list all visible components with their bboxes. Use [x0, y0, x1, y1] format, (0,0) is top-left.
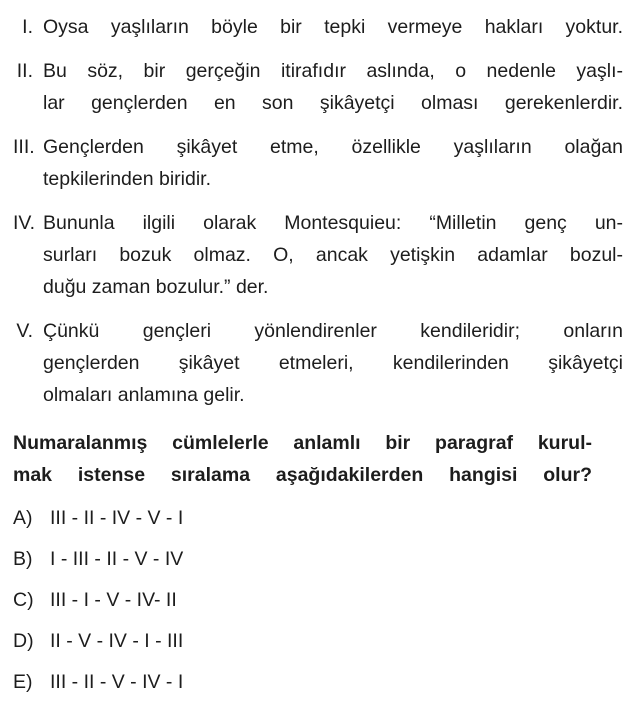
- item-text-line: tepkilerinden biridir.: [43, 168, 212, 190]
- answer-options-list: [13, 503, 629, 698]
- item-roman-numeral: I.: [22, 16, 33, 38]
- numbered-sentence-item-5: [13, 315, 623, 411]
- item-text-line: lar gençlerden en son şikâyetçi olması gerekenlerdir.: [43, 92, 623, 114]
- numbered-sentence-item-3: [13, 131, 623, 195]
- item-text-line: Çünkü gençleri yönlendirenler kendileridir; onların: [43, 320, 623, 342]
- item-text-line: gençlerden şikâyet etmeleri, kendilerinden şikâyetçi: [43, 352, 623, 374]
- item-text-line: duğu zaman bozulur.” der.: [43, 276, 269, 298]
- item-text-line: Gençlerden şikâyet etme, özellikle yaşlıların olağan: [43, 136, 623, 158]
- numbered-sentences-list: [13, 11, 623, 411]
- option-letter: B): [13, 548, 33, 570]
- answer-option-c[interactable]: [13, 585, 629, 616]
- option-letter: C): [13, 589, 34, 611]
- item-text: [43, 207, 623, 303]
- answer-option-b[interactable]: [13, 544, 629, 575]
- option-sequence: III - I - V - IV- II: [50, 589, 177, 611]
- item-text-line: olmaları anlamına gelir.: [43, 384, 245, 406]
- item-roman-numeral: IV.: [13, 212, 36, 234]
- item-roman-numeral: II.: [16, 60, 33, 82]
- numbered-sentence-item-1: [13, 11, 623, 43]
- question-stem: [13, 427, 592, 491]
- numbered-sentence-item-2: [13, 55, 623, 119]
- item-roman-numeral: III.: [13, 136, 35, 158]
- answer-option-e[interactable]: [13, 667, 629, 698]
- item-text-line: surları bozuk olmaz. O, ancak yetişkin adamlar bozul-: [43, 244, 623, 266]
- item-text: [43, 11, 623, 43]
- item-text: [43, 131, 623, 195]
- item-text: [43, 55, 623, 119]
- item-text: [43, 315, 623, 411]
- option-sequence: II - V - IV - I - III: [50, 630, 184, 652]
- item-text-line: Bu söz, bir gerçeğin itirafıdır aslında, o nedenle yaşlı-: [43, 60, 623, 82]
- answer-option-a[interactable]: [13, 503, 629, 534]
- option-letter: D): [13, 630, 34, 652]
- option-letter: E): [13, 671, 33, 693]
- answer-option-d[interactable]: [13, 626, 629, 657]
- option-sequence: III - II - IV - V - I: [50, 507, 184, 529]
- numbered-sentence-item-4: [13, 207, 623, 303]
- option-sequence: I - III - II - V - IV: [50, 548, 184, 570]
- question-stem-line: mak istense sıralama aşağıdakilerden hangisi olur?: [13, 464, 592, 486]
- option-sequence: III - II - V - IV - I: [50, 671, 184, 693]
- item-roman-numeral: V.: [16, 320, 33, 342]
- item-text-line: Oysa yaşlıların böyle bir tepki vermeye hakları yoktur.: [43, 16, 623, 38]
- item-text-line: Bununla ilgili olarak Montesquieu: “Milletin genç un-: [43, 212, 623, 234]
- question-stem-line: Numaralanmış cümlelerle anlamlı bir paragraf kurul-: [13, 432, 592, 454]
- option-letter: A): [13, 507, 33, 529]
